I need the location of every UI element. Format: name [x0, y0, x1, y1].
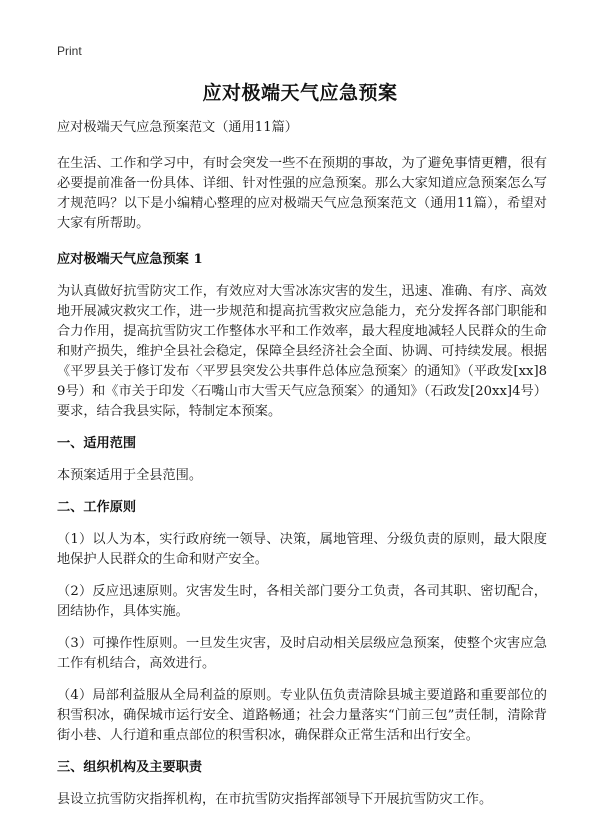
principle-1: （1）以人为本，实行政府统一领导、决策，属地管理、分级负责的原则，最大限度地保护人民群众的生命和财产安全。 [57, 532, 547, 567]
intro-paragraph: 在生活、工作和学习中，有时会突发一些不在预期的事故，为了避免事情更糟，很有必要提前准备一份具体、详细、针对性强的应急预案。那么大家知道应急预案怎么写才规范吗？以下是小编精心整理的应对极端天气应急预案范文（通用11篇），希望对大家有所帮助。 [57, 156, 547, 231]
page-title: 应对极端天气应急预案 [202, 82, 398, 104]
section-1-paragraph: 为认真做好抗雪防灾工作，有效应对大雪冰冻灾害的发生，迅速、准确、有序、高效地开展减灾救灾工作，进一步规范和提高抗雪救灾应急能力，充分发挥各部门职能和合力作用，提高抗雪防灾工作整体水平和工作效率，最大程度地减轻人民群众的生命和财产损失，维护全县社会稳定，保障全县经济社会全面、协调、可持续发展。根据《平罗县关于修订发布〈平罗县突发公共事件总体应急预案〉的通知》（平政发[xx]89号）和《市关于印发〈石嘴山市大雪天气应急预案〉的通知》（石政发[20xx]4号）要求，结合我县实际，特制定本预案。 [57, 284, 547, 419]
document-subtitle: 应对极端天气应急预案范文（通用11篇） [57, 120, 298, 135]
organization-paragraph: 县设立抗雪防灾指挥机构，在市抗雪防灾指挥部领导下开展抗雪防灾工作。 [57, 792, 493, 807]
principle-4: （4）局部利益服从全局利益的原则。专业队伍负责清除县城主要道路和重要部位的积雪积冰，确保城市运行安全、道路畅通；社会力量落实“门前三包”责任制，清除背街小巷、人行道和重点部位的积雪积冰，确保群众正常生活和出行安全。 [57, 688, 547, 743]
heading-principles: 二、工作原则 [57, 500, 137, 515]
heading-organization: 三、组织机构及主要职责 [57, 760, 203, 775]
principle-2: （2）反应迅速原则。灾害发生时，各相关部门要分工负责，各司其职、密切配合，团结协作，具体实施。 [57, 584, 547, 619]
section-heading-1: 应对极端天气应急预案 1 [57, 252, 203, 267]
print-link[interactable]: Print [57, 44, 82, 58]
scope-paragraph: 本预案适用于全县范围。 [57, 468, 203, 483]
principle-3: （3）可操作性原则。一旦发生灾害，及时启动相关层级应急预案，使整个灾害应急工作有机结合，高效进行。 [57, 636, 547, 671]
document-body [57, 118, 547, 822]
heading-scope: 一、适用范围 [57, 436, 137, 451]
